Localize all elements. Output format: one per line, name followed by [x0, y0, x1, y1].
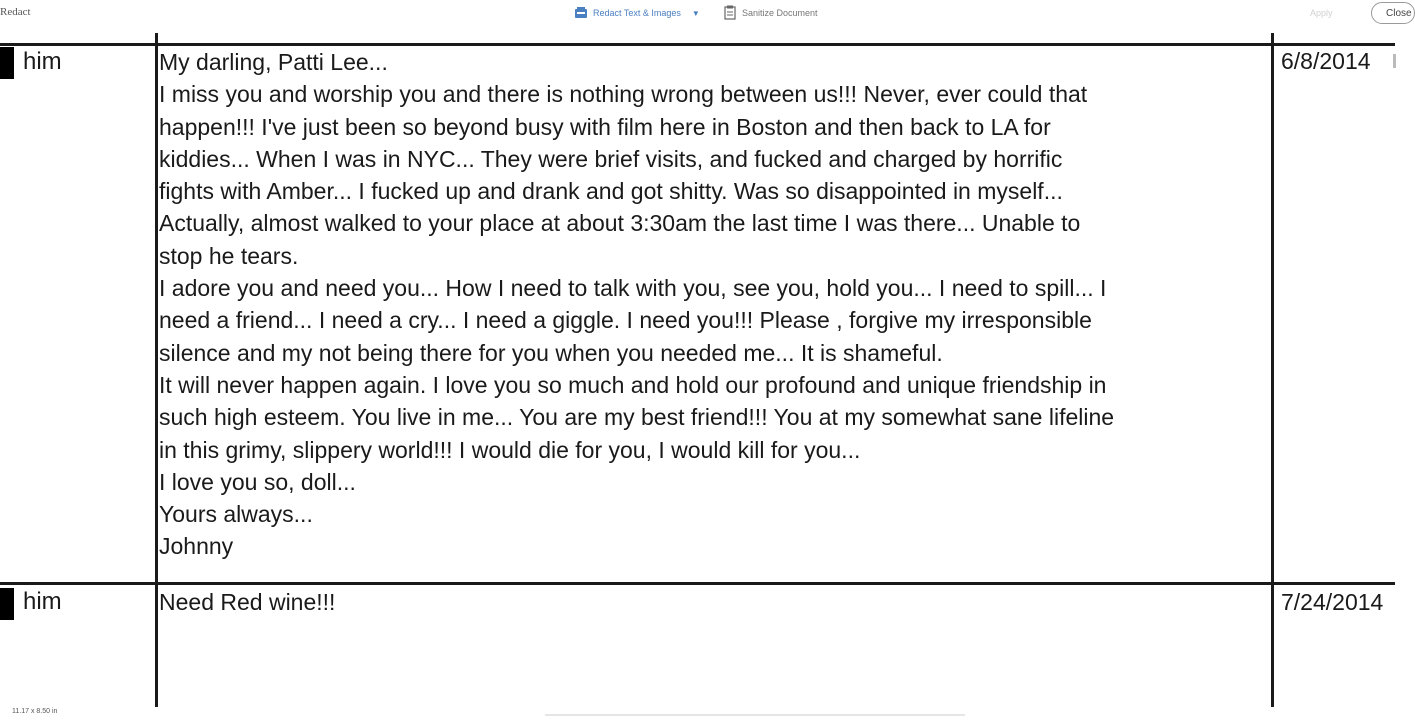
redact-toolbar	[0, 0, 1412, 30]
date-column-border	[1271, 33, 1274, 707]
close-button[interactable]: Close	[1371, 2, 1415, 24]
clipped-text-mark	[1393, 54, 1396, 68]
redact-text-images-label: Redact Text & Images	[593, 8, 681, 18]
page-size-label: 11.17 x 8.50 in	[12, 708, 58, 715]
sanitize-document-label: Sanitize Document	[742, 7, 818, 18]
message-line: I adore you and need you... How I need to talk with you, see you, hold you... I need to spill... I	[159, 275, 1107, 302]
sanitize-document-icon	[724, 5, 736, 20]
redaction-mark	[0, 47, 14, 79]
message-line: happen!!! I've just been so beyond busy with film here in Boston and then back to LA for	[159, 113, 1051, 140]
message-line: need a friend... I need a cry... I need a giggle. I need you!!! Please , forgive my irresponsible	[159, 307, 1092, 334]
sender-column-border	[155, 33, 158, 707]
message-line: stop he tears.	[159, 242, 299, 269]
message-line: My darling, Patti Lee...	[159, 49, 388, 75]
sender-cell: him	[23, 48, 62, 75]
message-line: Need Red wine!!!	[159, 589, 336, 615]
row-divider	[0, 582, 1395, 585]
message-line: Johnny	[159, 533, 234, 560]
message-line: silence and my not being there for you when you needed me... It is shameful.	[159, 339, 943, 366]
message-line: I miss you and worship you and there is nothing wrong between us!!! Never, ever could that	[159, 81, 1088, 108]
sanitize-document-button[interactable]	[724, 5, 818, 20]
message-line: Yours always...	[159, 501, 313, 528]
redact-text-images-button[interactable]	[574, 6, 700, 20]
redaction-mark	[0, 588, 14, 620]
message-line: Actually, almost walked to your place at about 3:30am the last time I was there... Unable to	[159, 210, 1081, 237]
horizontal-scrollbar[interactable]	[545, 714, 965, 716]
date-cell: 7/24/2014	[1281, 589, 1384, 615]
message-line: fights with Amber... I fucked up and drank and got shitty. Was so disappointed in myself...	[159, 178, 1063, 205]
message-cell	[159, 586, 1269, 618]
message-line: I love you so, doll...	[159, 468, 356, 495]
toolbar-title: Redact	[0, 6, 31, 18]
message-line: It will never happen again. I love you so much and hold our profound and unique friendship in	[159, 371, 1107, 398]
message-line: in this grimy, slippery world!!! I would die for you, I would kill for you...	[159, 436, 861, 463]
date-cell: 6/8/2014	[1281, 48, 1371, 74]
redact-marker-icon	[574, 6, 588, 20]
chevron-down-icon[interactable]: ▼	[691, 8, 700, 18]
message-cell	[159, 46, 1269, 563]
message-line: such high esteem. You live in me... You are my best friend!!! You at my somewhat sane lifeline	[159, 404, 1115, 431]
apply-button[interactable]: Apply	[1310, 8, 1333, 18]
sender-cell: him	[23, 588, 62, 615]
message-line: kiddies... When I was in NYC... They were brief visits, and fucked and charged by horrific	[159, 145, 1063, 172]
